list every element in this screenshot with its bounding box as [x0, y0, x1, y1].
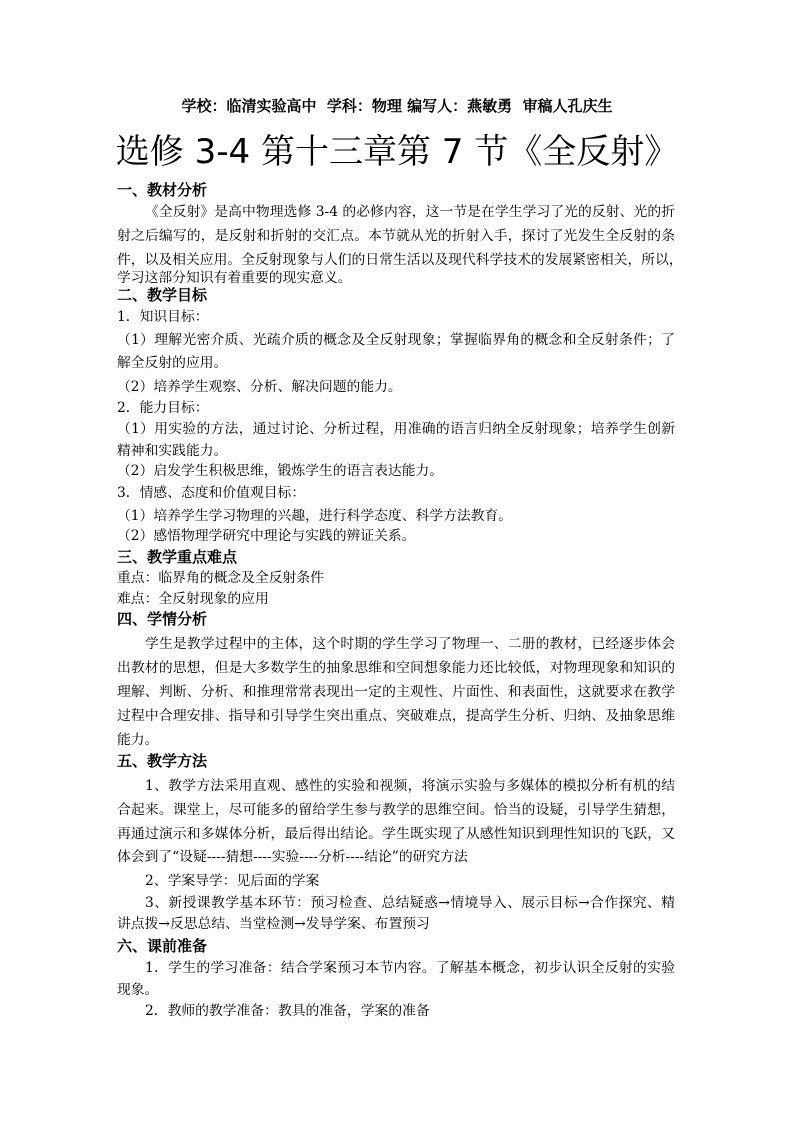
text-line: 学习这部分知识有着重要的现实意义。	[117, 270, 352, 286]
document-title: 选修 3-4 第十三章第 7 节《全反射》	[115, 132, 679, 172]
text-line: 2、学案导学：见后面的学案	[145, 873, 320, 889]
section-heading: 五、教学方法	[117, 752, 208, 770]
section-heading: 三、教学重点难点	[117, 548, 238, 566]
text-line: 理解、判断、分析、和推理常常表现出一定的主观性、片面性、和表面性，这就要求在教学	[117, 684, 675, 700]
text-line: 3．情感、态度和价值观目标：	[117, 485, 306, 501]
section-heading: 六、课前准备	[117, 937, 208, 955]
text-line: 现象。	[117, 982, 159, 998]
section-heading: 二、教学目标	[117, 286, 208, 304]
text-line: 再通过演示和多媒体分析，最后得出结论。学生既实现了从感性知识到理性知识的飞跃，又	[117, 826, 675, 842]
text-line: （2）启发学生积极思维，锻炼学生的语言表达能力。	[117, 463, 444, 479]
text-line: 件，以及相关应用。全反射现象与人们的日常生活以及现代科学技术的发展紧密相关，所以，	[117, 252, 683, 268]
text-line: 解全反射的应用。	[117, 355, 228, 371]
text-line: 精神和实践能力。	[117, 443, 228, 459]
text-line: 《全反射》是高中物理选修 3-4 的必修内容，这一节是在学生学习了光的反射、光的折	[145, 204, 675, 220]
text-line: 过程中合理安排、指导和引导学生突出重点、突破难点，提高学生分析、归纳、及抽象思维	[117, 708, 675, 724]
text-line: 体会到了“设疑----猜想----实验----分析----结论”的研究方法	[117, 849, 468, 865]
section-heading: 四、学情分析	[117, 610, 208, 628]
text-line: 出教材的思想，但是大多数学生的抽象思维和空间想象能力还比较低，对物理现象和知识的	[117, 660, 675, 676]
text-line: （2）培养学生观察、分析、解决问题的能力。	[117, 379, 402, 395]
text-line: 讲点拨→反思总结、当堂检测→发导学案、布置预习	[117, 916, 430, 932]
text-line: 1．学生的学习准备：结合学案预习本节内容。了解基本概念，初步认识全反射的实验	[145, 960, 675, 976]
text-line: 能力。	[117, 732, 159, 748]
author-line: 学校：临清实验高中 学科：物理 编写人：燕敏勇 审稿人孔庆生	[181, 97, 613, 115]
text-line: 2．能力目标：	[117, 400, 209, 416]
text-line: 3、新授课教学基本环节：预习检查、总结疑惑→情境导入、展示目标→合作探究、精	[145, 895, 675, 911]
text-line: 2．教师的教学准备：教具的准备，学案的准备	[145, 1003, 430, 1019]
text-line: （1）培养学生学习物理的兴趣，进行科学态度、科学方法教育。	[117, 508, 513, 524]
text-line: 射之后编写的，是反射和折射的交汇点。本节就从光的折射入手，探讨了光发生全反射的条	[117, 228, 675, 244]
text-line: 合起来。课堂上，尽可能多的留给学生参与教学的思维空间。恰当的设疑，引导学生猜想，	[117, 802, 675, 818]
text-line: 难点：全反射现象的应用	[117, 591, 269, 607]
text-line: 重点：临界角的概念及全反射条件	[117, 570, 324, 586]
section-heading: 一、教材分析	[117, 181, 208, 199]
text-line: 1、教学方法采用直观、感性的实验和视频，将演示实验与多媒体的模拟分析有机的结	[145, 778, 675, 794]
text-line: （1）用实验的方法，通过讨论、分析过程，用准确的语言归纳全反射现象；培养学生创新	[117, 421, 675, 437]
text-line: （1）理解光密介质、光疏介质的概念及全反射现象；掌握临界角的概念和全反射条件；了	[117, 332, 675, 348]
text-line: 学生是教学过程中的主体，这个时期的学生学习了物理一、二册的教材，已经逐步体会	[145, 636, 675, 652]
text-line: （2）感悟物理学研究中理论与实践的辨证关系。	[117, 528, 416, 544]
text-line: 1．知识目标：	[117, 309, 209, 325]
